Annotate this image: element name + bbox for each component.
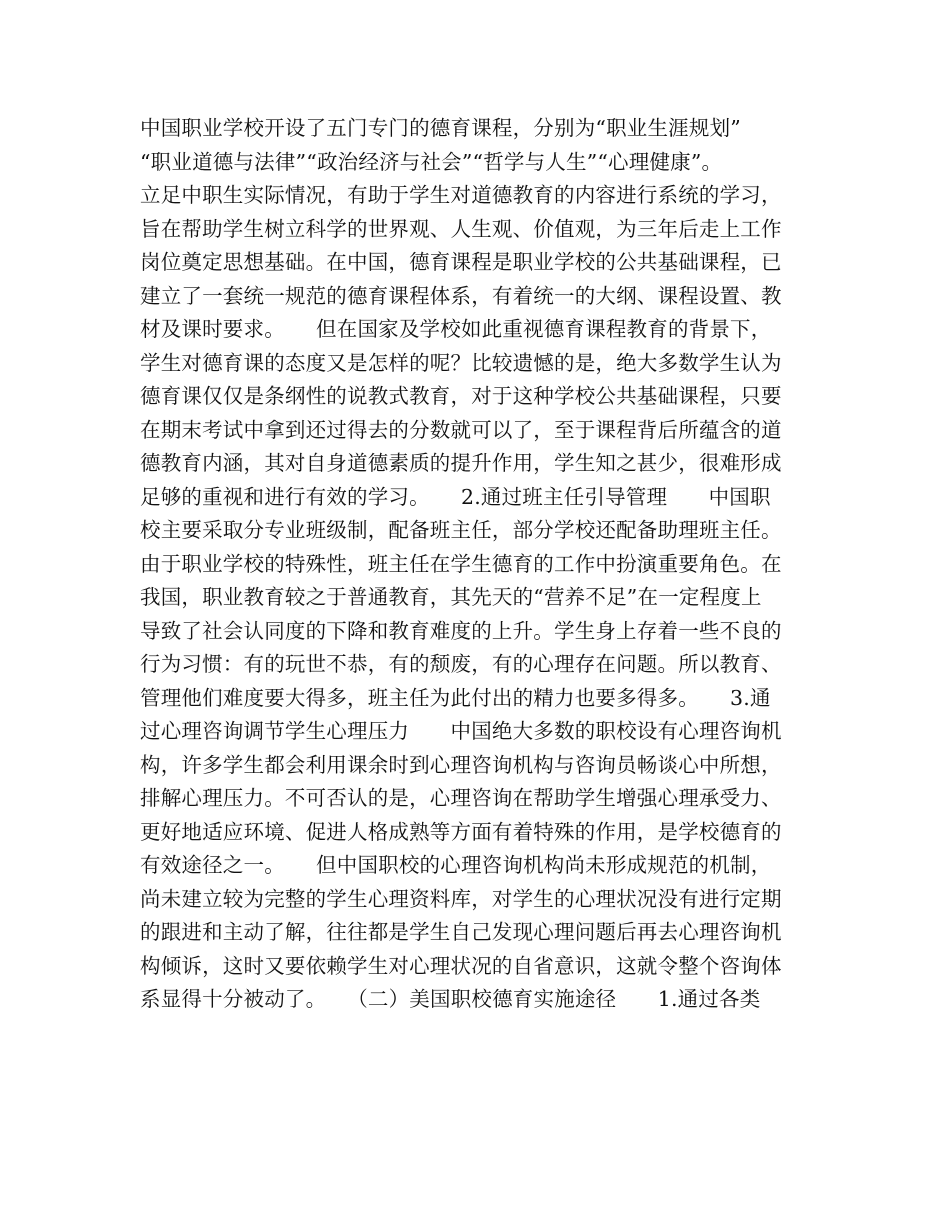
text-line: 立足中职生实际情况，有助于学生对道德教育的内容进行系统的学习， — [140, 183, 782, 207]
text-line: 足够的重视和进行有效的学习。 2.通过班主任引导管理 中国职 — [140, 484, 771, 509]
text-line: 构，许多学生都会利用课余时到心理咨询机构与咨询员畅谈心中所想， — [140, 752, 782, 777]
text-line: 排解心理压力。不可否认的是，心理咨询在帮助学生增强心理承受力、 — [140, 786, 782, 810]
text-line: 岗位奠定思想基础。在中国，德育课程是职业学校的公共基础课程，已 — [140, 250, 782, 274]
text-line: 导致了社会认同度的下降和教育难度的上升。学生身上存着一些不良的 — [140, 618, 782, 643]
text-line: 建立了一套统一规范的德育课程体系，有着统一的大纲、课程设置、教 — [140, 283, 782, 308]
text-line: 构倾诉，这时又要依赖学生对心理状况的自省意识，这就令整个咨询体 — [140, 953, 782, 978]
text-line: 旨在帮助学生树立科学的世界观、人生观、价值观，为三年后走上工作 — [140, 216, 782, 241]
text-line: 更好地适应环境、促进人格成熟等方面有着特殊的作用，是学校德育的 — [140, 819, 782, 844]
text-line: 有效途径之一。 但中国职校的心理咨询机构尚未形成规范的机制， — [140, 853, 772, 877]
text-line: 的跟进和主动了解，往往都是学生自己发现心理问题后再去心理咨询机 — [140, 920, 782, 944]
text-line: 中国职业学校开设了五门专门的德育课程，分别为“职业生涯规划” — [140, 116, 741, 140]
text-line: 学生对德育课的态度又是怎样的呢？比较遗憾的是，绝大多数学生认为 — [140, 350, 782, 375]
text-line: 系显得十分被动了。 （二）美国职校德育实施途径 1.通过各类 — [140, 987, 761, 1011]
text-line: 我国，职业教育较之于普通教育，其先天的“营养不足”在一定程度上 — [140, 585, 762, 609]
text-line: 尚未建立较为完整的学生心理资料库，对学生的心理状况没有进行定期 — [140, 886, 782, 911]
text-line: 德教育内涵，其对自身道德素质的提升作用，学生知之甚少，很难形成 — [140, 451, 782, 475]
text-line: 在期末考试中拿到还过得去的分数就可以了，至于课程背后所蕴含的道 — [140, 417, 782, 442]
body-text — [140, 112, 840, 1017]
text-line: 由于职业学校的特殊性，班主任在学生德育的工作中扮演重要角色。在 — [140, 551, 782, 576]
text-line: 材及课时要求。 但在国家及学校如此重视德育课程教育的背景下， — [140, 317, 772, 341]
text-line: 过心理咨询调节学生心理压力 中国绝大多数的职校设有心理咨询机 — [140, 719, 782, 743]
text-line: “职业道德与法律”“政治经济与社会”“哲学与人生”“心理健康”。 — [140, 149, 723, 174]
text-line: 管理他们难度要大得多，班主任为此付出的精力也要多得多。 3.通 — [140, 685, 771, 710]
text-line: 校主要采取分专业班级制，配备班主任，部分学校还配备助理班主任。 — [140, 518, 782, 542]
text-line: 行为习惯：有的玩世不恭，有的颓废，有的心理存在问题。所以教育、 — [140, 652, 782, 676]
text-line: 德育课仅仅是条纲性的说教式教育，对于这种学校公共基础课程，只要 — [140, 384, 782, 408]
